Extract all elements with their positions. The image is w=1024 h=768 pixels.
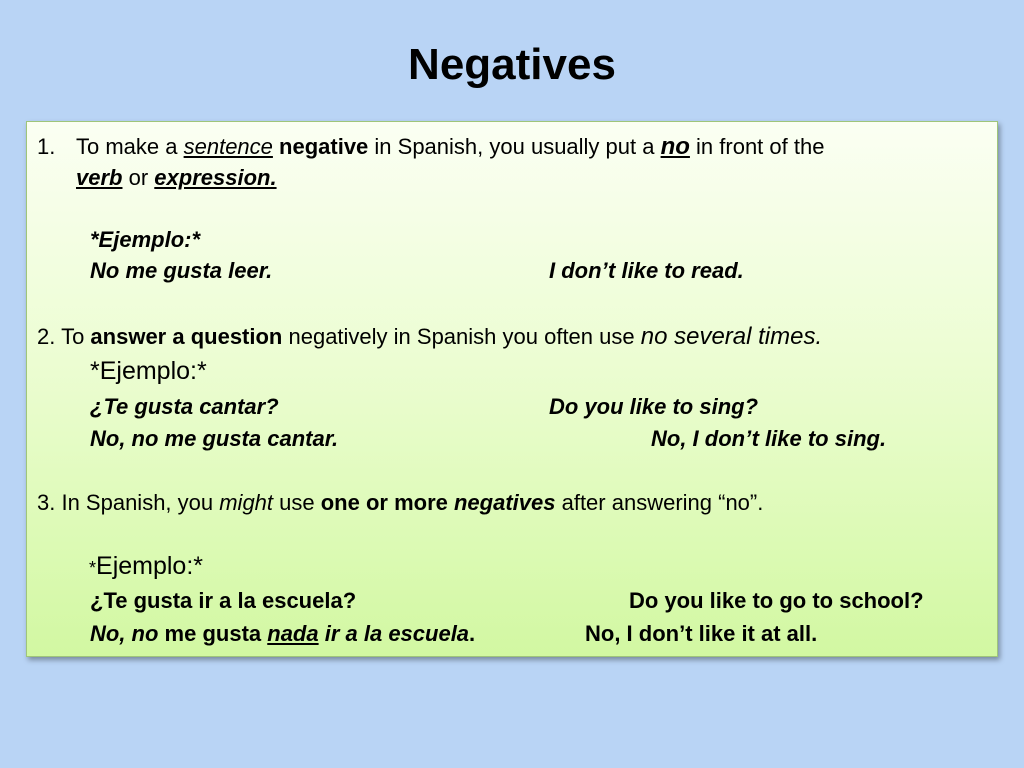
rule2-question-spanish: ¿Te gusta cantar? <box>90 394 279 419</box>
text: expression. <box>154 165 277 190</box>
text: * <box>89 558 97 578</box>
rule1-number: 1. <box>37 134 56 159</box>
text: No, no <box>90 621 159 646</box>
text: sentence <box>183 134 273 159</box>
text: ir a la escuela <box>318 621 470 646</box>
rule1-example-label: *Ejemplo:* <box>90 227 201 252</box>
text: might <box>219 490 274 515</box>
rule3-question-english: Do you like to go to school? <box>629 588 924 613</box>
text: . <box>469 621 476 646</box>
rule2-example-label: *Ejemplo:* <box>90 357 207 385</box>
text: negatively in Spanish you often use <box>282 324 641 349</box>
text: or <box>122 165 155 190</box>
text: verb <box>76 165 123 190</box>
rule2-answer-english: No, I don’t like to sing. <box>651 426 887 451</box>
text: 3. In Spanish, you <box>37 490 220 515</box>
text: nada <box>267 621 319 646</box>
content-box <box>26 121 998 657</box>
rule2-question-english: Do you like to sing? <box>549 394 759 419</box>
rule3-line1 <box>37 490 763 516</box>
rule1-example-spanish: No me gusta leer. <box>90 258 273 283</box>
text: To make a <box>76 134 184 159</box>
rule3-question-spanish: ¿Te gusta ir a la escuela? <box>90 588 357 613</box>
rule1-line1 <box>76 134 824 160</box>
text: negative <box>279 134 369 159</box>
text: one or more <box>320 490 454 515</box>
rule1-line2 <box>76 165 277 191</box>
text: after answering “no”. <box>555 490 764 515</box>
text: me gusta <box>158 621 268 646</box>
text: 2. To <box>37 324 91 349</box>
rule3-answer-spanish <box>90 621 475 647</box>
text: in Spanish, you usually put a <box>368 134 661 159</box>
rule2-answer-spanish: No, no me gusta cantar. <box>90 426 339 451</box>
text: no <box>660 133 690 160</box>
text: negatives <box>453 490 556 515</box>
rule2-line1 <box>37 324 822 350</box>
text: no several times. <box>640 323 823 350</box>
text: answer a question <box>90 324 283 349</box>
rule3-answer-english: No, I don’t like it at all. <box>585 621 818 646</box>
text: use <box>273 490 321 515</box>
rule3-example-label <box>89 552 203 582</box>
text: in front of the <box>689 134 825 159</box>
rule1-example-english: I don’t like to read. <box>549 258 744 283</box>
text: Ejemplo:* <box>96 552 204 580</box>
slide-title: Negatives <box>408 40 616 89</box>
